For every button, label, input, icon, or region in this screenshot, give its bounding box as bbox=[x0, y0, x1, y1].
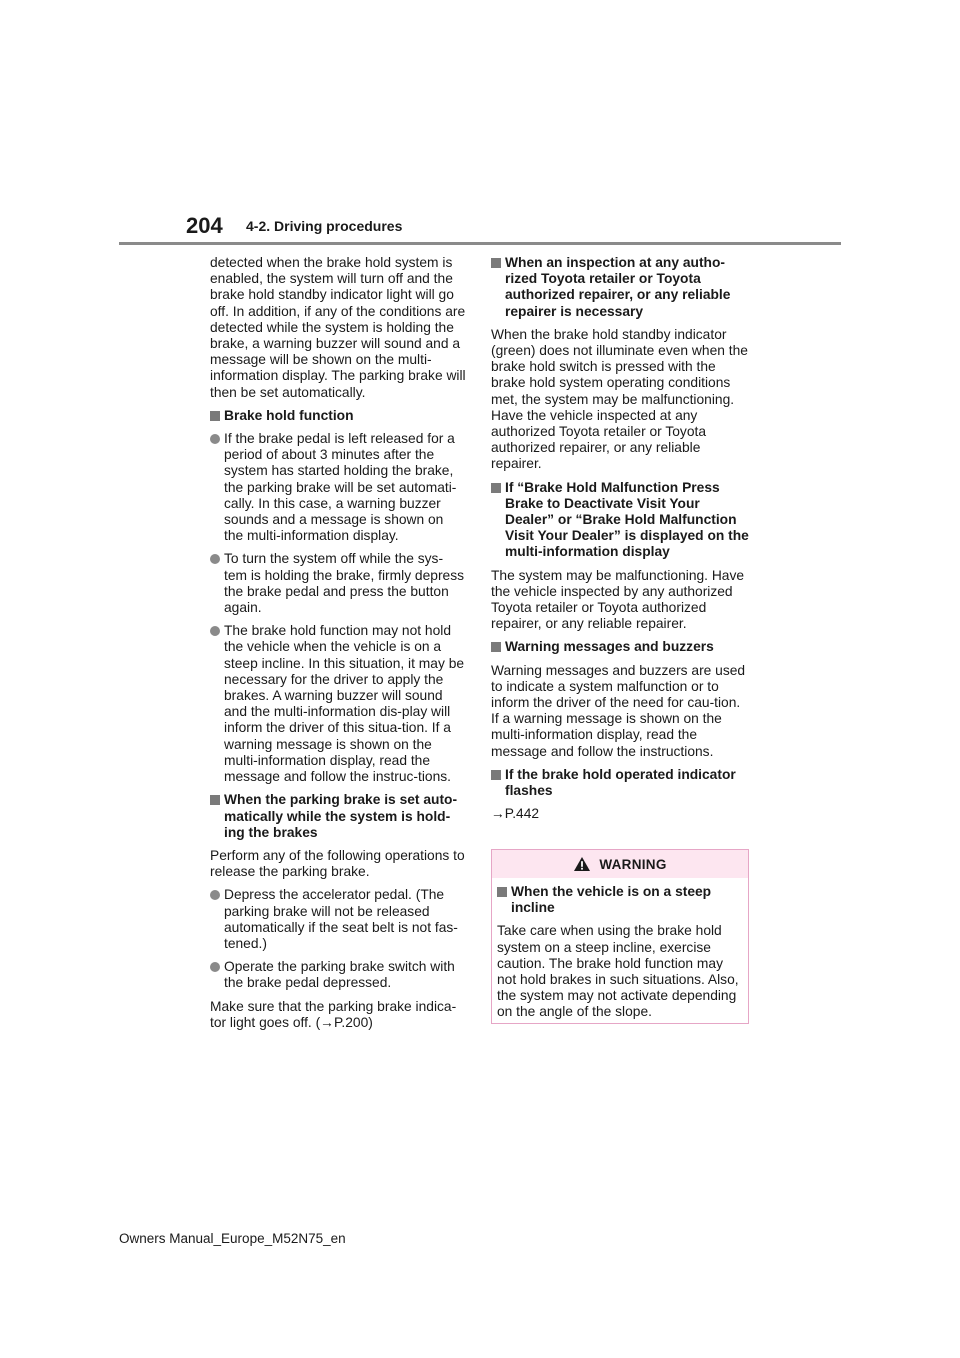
square-bullet-icon bbox=[491, 258, 501, 268]
list-item-text: The brake hold function may not hold the vehicle when the vehicle is on a steep incline. In this situation, it may be necessary for the driver to apply the brakes. A warning buzzer will sound and the multi-information dis-play will inform the driver of this situa-tion. If a warning message is shown on the multi-information display, read the message and follow the instruc-tions. bbox=[224, 623, 465, 785]
square-bullet-icon bbox=[210, 795, 220, 805]
round-bullet-icon bbox=[210, 554, 220, 564]
round-bullet-icon bbox=[210, 962, 220, 972]
warning-triangle-icon bbox=[573, 856, 591, 872]
paragraph-page-reference: Make sure that the parking brake indica-tor light goes off. (→P.200) bbox=[210, 998, 457, 1030]
warning-text: Take care when using the brake hold system on a steep incline, exercise caution. The brake hold function may not hold brakes in such situations. Also, the system may not activate depending on the angle of the slope. bbox=[497, 923, 739, 1020]
subheading-text: When the vehicle is on a steep incline bbox=[511, 884, 712, 916]
list-item bbox=[210, 623, 466, 785]
subheading-text: If “Brake Hold Malfunction Press Brake to Deactivate Visit Your Dealer” or “Brake Hold Malfunction Visit Your Dealer” is displayed on the multi-information display bbox=[505, 479, 749, 560]
list-item-text: To turn the system off while the sys-tem is holding the brake, firmly depress the brake pedal and press the button again. bbox=[224, 551, 465, 616]
subheading-malfunction-message bbox=[491, 480, 751, 561]
square-bullet-icon bbox=[497, 887, 507, 897]
header-rule bbox=[119, 242, 841, 245]
list-item bbox=[210, 551, 466, 616]
subheading-brake-hold-function bbox=[210, 408, 466, 424]
page-number: 204 bbox=[186, 213, 223, 238]
footer-manual-id: Owners Manual_Europe_M52N75_en bbox=[119, 1231, 346, 1246]
warning-subheading bbox=[497, 884, 742, 916]
warning-box bbox=[491, 849, 749, 1024]
warning-header bbox=[492, 850, 748, 878]
list-item bbox=[210, 431, 466, 544]
square-bullet-icon bbox=[491, 770, 501, 780]
subheading-text: Warning messages and buzzers bbox=[505, 639, 714, 655]
list-item bbox=[210, 887, 466, 952]
subheading-text: If the brake hold operated indicator flashes bbox=[505, 766, 736, 799]
round-bullet-icon bbox=[210, 626, 220, 636]
section-title: 4-2. Driving procedures bbox=[246, 218, 403, 234]
paragraph: The system may be malfunctioning. Have the vehicle inspected by any authorized Toyota retailer or Toyota authorized repairer, or any reliable repairer. bbox=[491, 567, 745, 632]
round-bullet-icon bbox=[210, 434, 220, 444]
page-header bbox=[0, 0, 960, 250]
left-column bbox=[210, 255, 466, 1038]
list-item-text: If the brake pedal is left released for a period of about 3 minutes after the system has started holding the brake, the parking brake will be set automati-cally. In this case, a warning buzzer sounds and a message is shown on the multi-information display. bbox=[224, 431, 457, 544]
subheading-warning-messages bbox=[491, 639, 751, 655]
warning-body bbox=[492, 878, 748, 1021]
round-bullet-icon bbox=[210, 890, 220, 900]
subheading-inspection bbox=[491, 255, 751, 320]
subheading-text: When an inspection at any autho-rized Toyota retailer or Toyota authorized repairer, or any reliable repairer is necessary bbox=[505, 255, 731, 319]
right-column bbox=[491, 255, 751, 830]
warning-label: WARNING bbox=[599, 856, 667, 872]
subheading-text: When the parking brake is set auto-matically while the system is hold-ing the brakes bbox=[224, 792, 458, 840]
paragraph: When the brake hold standby indicator (green) does not illuminate even when the brake hold switch is pressed with the brake hold system operating conditions met, the system may be malfunctioning. Have the vehicle inspected at any authorized Toyota retailer or Toyota authorized repairer, or any reliable repairer. bbox=[491, 326, 748, 472]
intro-paragraph: detected when the brake hold system is enabled, the system will turn off and the brake hold standby indicator light will go off. In addition, if any of the conditions are detected while the system is holding the brake, a warning buzzer will sound and a message will be shown on the multi-information display. The parking brake will then be set automatically. bbox=[210, 255, 466, 400]
square-bullet-icon bbox=[210, 411, 220, 421]
square-bullet-icon bbox=[491, 483, 501, 493]
paragraph: Perform any of the following operations to release the parking brake. bbox=[210, 847, 465, 880]
list-item-text: Depress the accelerator pedal. (The parking brake will not be released automatically if the seat belt is not fas-tened.) bbox=[224, 887, 458, 951]
square-bullet-icon bbox=[491, 642, 501, 652]
list-item-text: Operate the parking brake switch with the brake pedal depressed. bbox=[224, 959, 455, 991]
subheading-parking-brake-set bbox=[210, 792, 466, 841]
page-reference: →P.442 bbox=[491, 806, 540, 822]
list-item bbox=[210, 959, 466, 991]
paragraph: Warning messages and buzzers are used to indicate a system malfunction or to inform the driver of the need for cau-tion. If a warning message is shown on the multi-information display, read the message and follow the instructions. bbox=[491, 662, 746, 759]
subheading-text: Brake hold function bbox=[224, 407, 354, 423]
subheading-indicator-flashes bbox=[491, 767, 751, 799]
